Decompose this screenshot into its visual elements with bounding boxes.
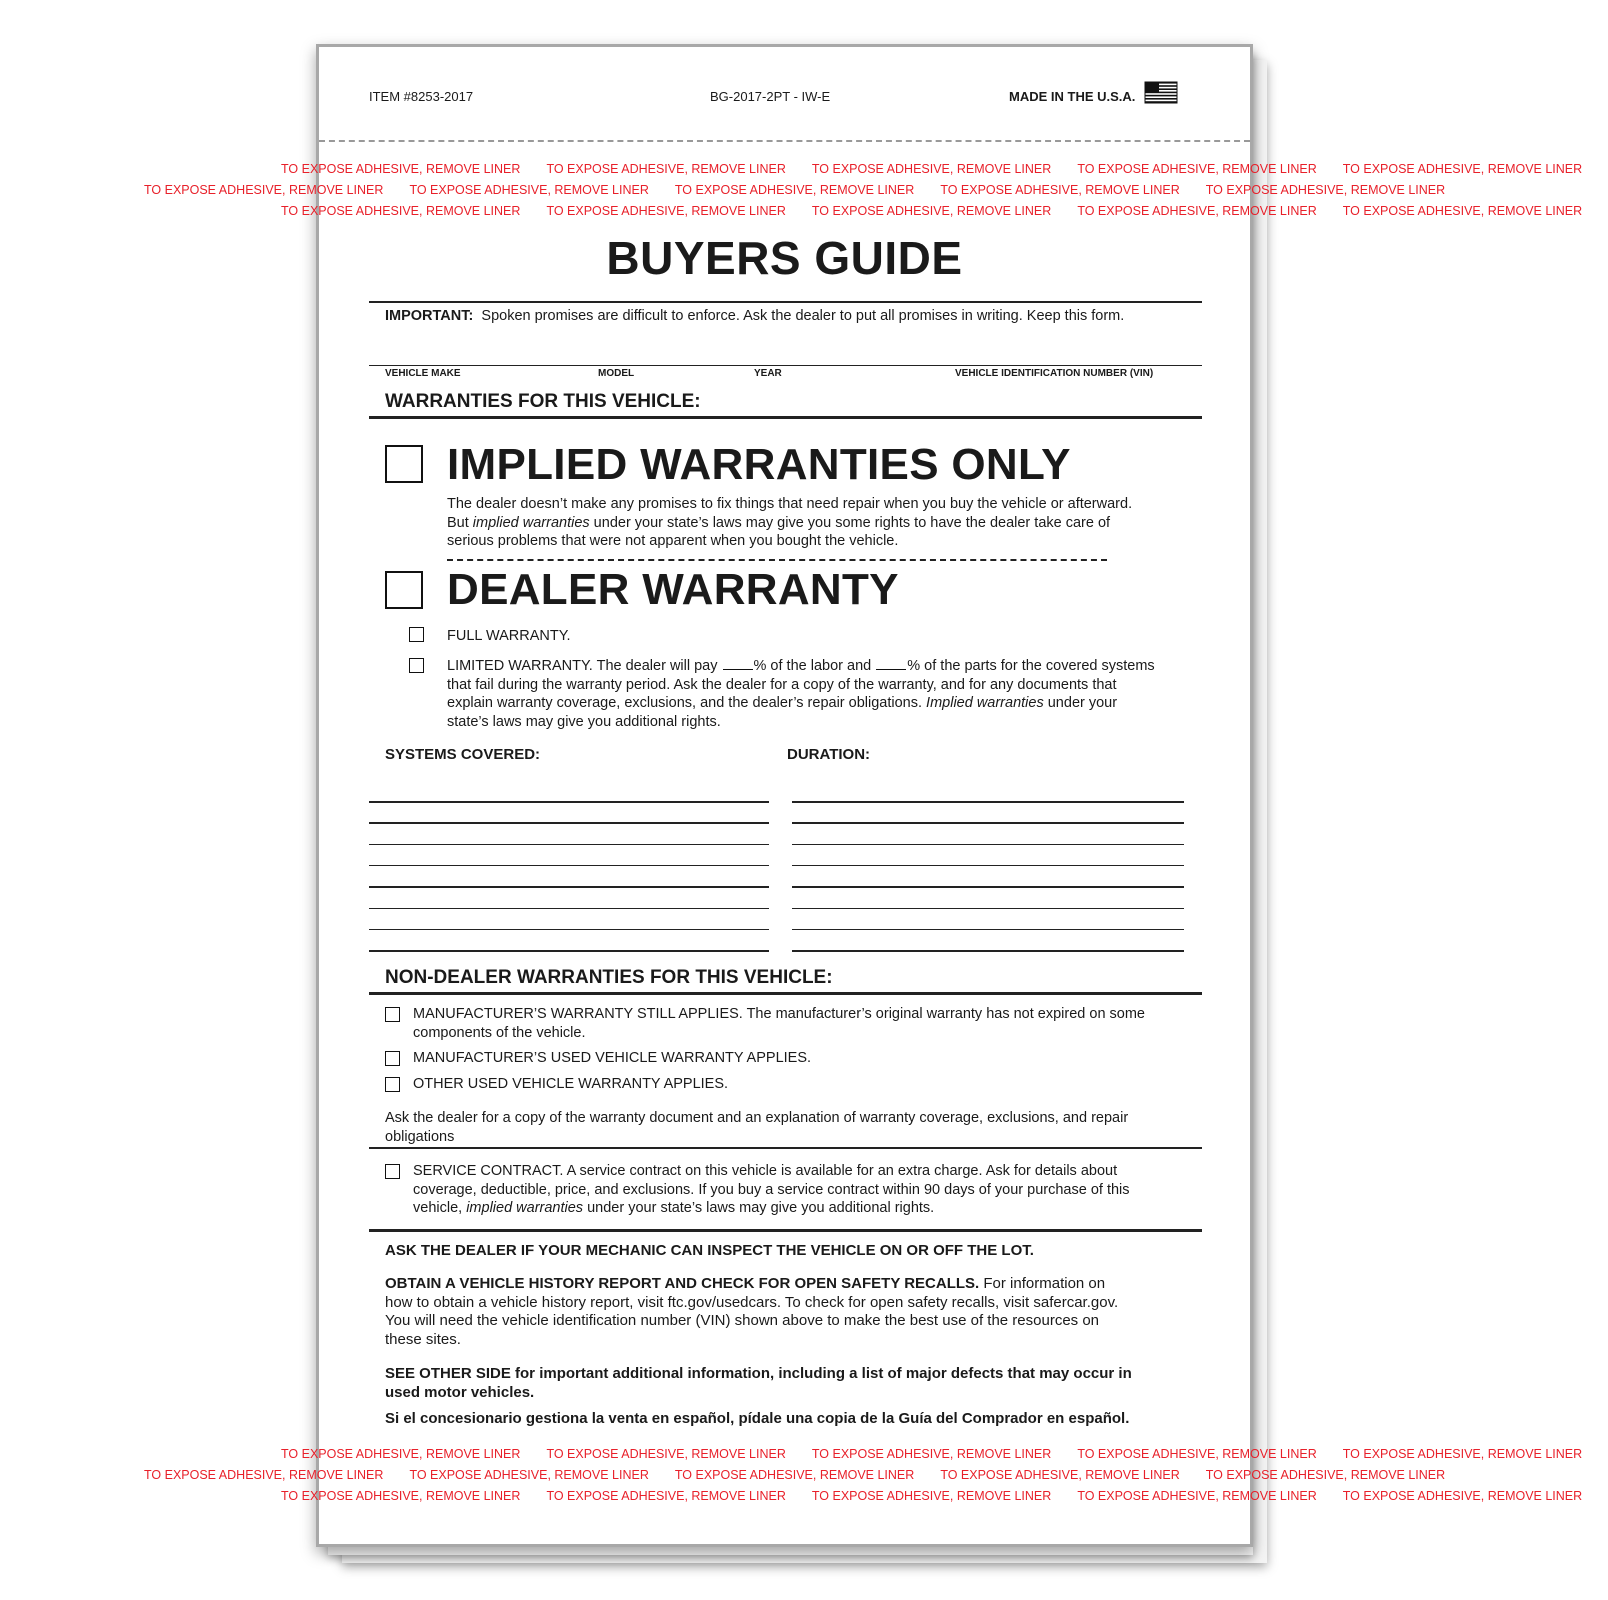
liner-text: TO EXPOSE ADHESIVE, REMOVE LINER xyxy=(1077,1489,1317,1503)
text-line: But implied warranties under your state’s laws may give you some rights to have the dealer take care of xyxy=(447,514,1111,531)
text-line: SEE OTHER SIDE for important additional information, including a list of major defects that may occur in xyxy=(385,1365,1132,1382)
implied-warranties-text xyxy=(447,495,1132,551)
important-text: Spoken promises are difficult to enforce. Ask the dealer to put all promises in writing. Keep this form. xyxy=(481,308,1125,324)
manufacturer-warranty-checkbox[interactable] xyxy=(385,1007,400,1022)
text-line: The dealer doesn’t make any promises to fix things that need repair when you buy the vehicle or afterward. xyxy=(447,496,1133,512)
implied-warranties-heading: IMPLIED WARRANTIES ONLY xyxy=(447,440,1071,489)
liner-text: TO EXPOSE ADHESIVE, REMOVE LINER xyxy=(940,183,1180,197)
divider xyxy=(369,416,1202,419)
liner-text: TO EXPOSE ADHESIVE, REMOVE LINER xyxy=(1077,1447,1317,1461)
liner-text: TO EXPOSE ADHESIVE, REMOVE LINER xyxy=(409,183,649,197)
year-label: YEAR xyxy=(754,368,782,379)
text-line: vehicle, implied warranties under your state’s laws may give you additional rights. xyxy=(413,1200,935,1216)
text-line: how to obtain a vehicle history report, visit ftc.gov/usedcars. To check for open safety recalls, visit safercar.gov. xyxy=(385,1293,1119,1311)
liner-text: TO EXPOSE ADHESIVE, REMOVE LINER xyxy=(1342,204,1583,218)
form-code: BG-2017-2PT - IW-E xyxy=(710,89,831,104)
service-contract-text xyxy=(413,1162,1130,1218)
writing-line[interactable] xyxy=(792,950,1184,952)
text-line: that fail during the warranty period. Ask the dealer for a copy of the warranty, and for any documents that xyxy=(447,676,1117,693)
limited-warranty-checkbox[interactable] xyxy=(409,658,424,673)
other-used-warranty-checkbox[interactable] xyxy=(385,1077,400,1092)
labor-percent-field[interactable] xyxy=(723,669,753,670)
liner-text: TO EXPOSE ADHESIVE, REMOVE LINER xyxy=(674,1468,915,1482)
writing-line[interactable] xyxy=(792,908,1184,910)
writing-line[interactable] xyxy=(792,801,1184,803)
liner-text: TO EXPOSE ADHESIVE, REMOVE LINER xyxy=(811,204,1052,218)
liner-text: TO EXPOSE ADHESIVE, REMOVE LINER xyxy=(546,162,786,176)
writing-line[interactable] xyxy=(792,822,1184,824)
writing-line[interactable] xyxy=(792,865,1184,867)
us-flag-icon xyxy=(1145,82,1177,103)
liner-text: TO EXPOSE ADHESIVE, REMOVE LINER xyxy=(1205,183,1446,197)
text-line: SERVICE CONTRACT. A service contract on this vehicle is available for an extra charge. Ask for details about xyxy=(413,1163,1118,1179)
writing-line[interactable] xyxy=(369,886,769,888)
liner-text: TO EXPOSE ADHESIVE, REMOVE LINER xyxy=(674,183,915,197)
divider xyxy=(369,1147,1202,1149)
writing-line[interactable] xyxy=(369,929,769,931)
duration-label: DURATION: xyxy=(787,746,871,763)
other-used-warranty-label: OTHER USED VEHICLE WARRANTY APPLIES. xyxy=(413,1076,729,1092)
non-dealer-heading: NON-DEALER WARRANTIES FOR THIS VEHICLE: xyxy=(385,967,833,988)
dealer-warranty-checkbox[interactable] xyxy=(385,571,423,609)
text-line: OBTAIN A VEHICLE HISTORY REPORT AND CHECK FOR OPEN SAFETY RECALLS. For information on xyxy=(385,1275,1106,1292)
manufacturer-used-warranty-label: MANUFACTURER’S USED VEHICLE WARRANTY APPLIES. xyxy=(413,1050,812,1066)
full-warranty-label: FULL WARRANTY. xyxy=(447,628,571,644)
text-line: LIMITED WARRANTY. The dealer will pay % of the labor and % of the parts for the covered systems xyxy=(447,658,1155,674)
text-line: You will need the vehicle identification number (VIN) shown above to make the best use of the resources on xyxy=(385,1312,1100,1329)
text-line: these sites. xyxy=(385,1330,461,1348)
dealer-warranty-heading: DEALER WARRANTY xyxy=(447,565,899,614)
parts-percent-field[interactable] xyxy=(876,669,906,670)
text-line: used motor vehicles. xyxy=(385,1383,535,1401)
liner-text: TO EXPOSE ADHESIVE, REMOVE LINER xyxy=(1205,1468,1446,1482)
vehicle-make-label: VEHICLE MAKE xyxy=(385,368,461,379)
liner-text: TO EXPOSE ADHESIVE, REMOVE LINER xyxy=(811,1489,1052,1503)
writing-line[interactable] xyxy=(369,822,769,824)
page-title: BUYERS GUIDE xyxy=(606,232,963,284)
important-notice xyxy=(385,307,1124,326)
liner-text: TO EXPOSE ADHESIVE, REMOVE LINER xyxy=(144,1468,384,1482)
see-other-side-notice xyxy=(385,1365,1132,1402)
manufacturer-warranty-text xyxy=(413,1005,1145,1042)
text-line: components of the vehicle. xyxy=(413,1024,586,1041)
writing-line[interactable] xyxy=(369,908,769,910)
liner-text: TO EXPOSE ADHESIVE, REMOVE LINER xyxy=(546,204,786,218)
liner-text: TO EXPOSE ADHESIVE, REMOVE LINER xyxy=(144,183,384,197)
liner-text: TO EXPOSE ADHESIVE, REMOVE LINER xyxy=(1342,1489,1583,1503)
text-line: Ask the dealer for a copy of the warranty document and an explanation of warranty coverage, exclusions, and repair xyxy=(385,1110,1129,1126)
writing-line[interactable] xyxy=(369,844,769,846)
text-line: obligations xyxy=(385,1128,455,1145)
inspect-notice: ASK THE DEALER IF YOUR MECHANIC CAN INSPECT THE VEHICLE ON OR OFF THE LOT. xyxy=(385,1242,1034,1259)
liner-text: TO EXPOSE ADHESIVE, REMOVE LINER xyxy=(281,204,521,218)
liner-text: TO EXPOSE ADHESIVE, REMOVE LINER xyxy=(546,1489,786,1503)
made-in-usa: MADE IN THE U.S.A. xyxy=(1009,89,1136,104)
implied-warranties-checkbox[interactable] xyxy=(385,445,423,483)
adhesive-liner-bottom xyxy=(144,1444,1583,1510)
warranties-heading: WARRANTIES FOR THIS VEHICLE: xyxy=(385,391,701,412)
divider xyxy=(369,992,1202,995)
manufacturer-used-warranty-checkbox[interactable] xyxy=(385,1051,400,1066)
liner-text: TO EXPOSE ADHESIVE, REMOVE LINER xyxy=(1342,162,1583,176)
liner-text: TO EXPOSE ADHESIVE, REMOVE LINER xyxy=(281,162,521,176)
adhesive-liner-top xyxy=(144,159,1583,225)
writing-line[interactable] xyxy=(792,886,1184,888)
item-number: ITEM #8253-2017 xyxy=(369,89,474,104)
service-contract-checkbox[interactable] xyxy=(385,1164,400,1179)
liner-text: TO EXPOSE ADHESIVE, REMOVE LINER xyxy=(811,162,1052,176)
text-line: serious problems that were not apparent when you bought the vehicle. xyxy=(447,533,899,549)
text-line: coverage, deductible, price, and exclusions. If you buy a service contract within 90 days of your purchase of this xyxy=(413,1181,1130,1198)
writing-line[interactable] xyxy=(369,865,769,867)
history-report-notice xyxy=(385,1275,1118,1349)
buyers-guide-form xyxy=(144,44,1583,1547)
divider xyxy=(369,301,1202,303)
text-line: explain warranty coverage, exclusions, and the dealer’s repair obligations. Implied warranties under your xyxy=(447,695,1118,711)
model-label: MODEL xyxy=(598,368,635,379)
ask-warranty-text xyxy=(385,1109,1128,1146)
dashed-divider xyxy=(447,559,1107,561)
liner-text: TO EXPOSE ADHESIVE, REMOVE LINER xyxy=(1077,204,1317,218)
divider xyxy=(369,1229,1202,1232)
writing-line[interactable] xyxy=(369,801,769,803)
liner-text: TO EXPOSE ADHESIVE, REMOVE LINER xyxy=(281,1447,521,1461)
liner-text: TO EXPOSE ADHESIVE, REMOVE LINER xyxy=(281,1489,521,1503)
liner-text: TO EXPOSE ADHESIVE, REMOVE LINER xyxy=(546,1447,786,1461)
systems-covered-label: SYSTEMS COVERED: xyxy=(385,746,541,763)
full-warranty-checkbox[interactable] xyxy=(409,627,424,642)
writing-line[interactable] xyxy=(792,844,1184,846)
spanish-notice: Si el concesionario gestiona la venta en español, pídale una copia de la Guía del Comprador en español. xyxy=(385,1410,1130,1427)
liner-text: TO EXPOSE ADHESIVE, REMOVE LINER xyxy=(940,1468,1180,1482)
liner-text: TO EXPOSE ADHESIVE, REMOVE LINER xyxy=(1342,1447,1583,1461)
writing-line[interactable] xyxy=(792,929,1184,931)
liner-text: TO EXPOSE ADHESIVE, REMOVE LINER xyxy=(811,1447,1052,1461)
text-line: state’s laws may give you additional rights. xyxy=(447,713,721,730)
limited-warranty-text xyxy=(447,657,1155,731)
vin-label: VEHICLE IDENTIFICATION NUMBER (VIN) xyxy=(955,368,1154,379)
liner-text: TO EXPOSE ADHESIVE, REMOVE LINER xyxy=(1077,162,1317,176)
vehicle-fields-line[interactable] xyxy=(369,365,1202,366)
important-label: IMPORTANT: xyxy=(385,308,474,324)
perforation-line xyxy=(319,140,1250,142)
writing-line[interactable] xyxy=(369,950,769,952)
liner-text: TO EXPOSE ADHESIVE, REMOVE LINER xyxy=(409,1468,649,1482)
text-line: MANUFACTURER’S WARRANTY STILL APPLIES. The manufacturer’s original warranty has not expired on some xyxy=(413,1006,1145,1022)
